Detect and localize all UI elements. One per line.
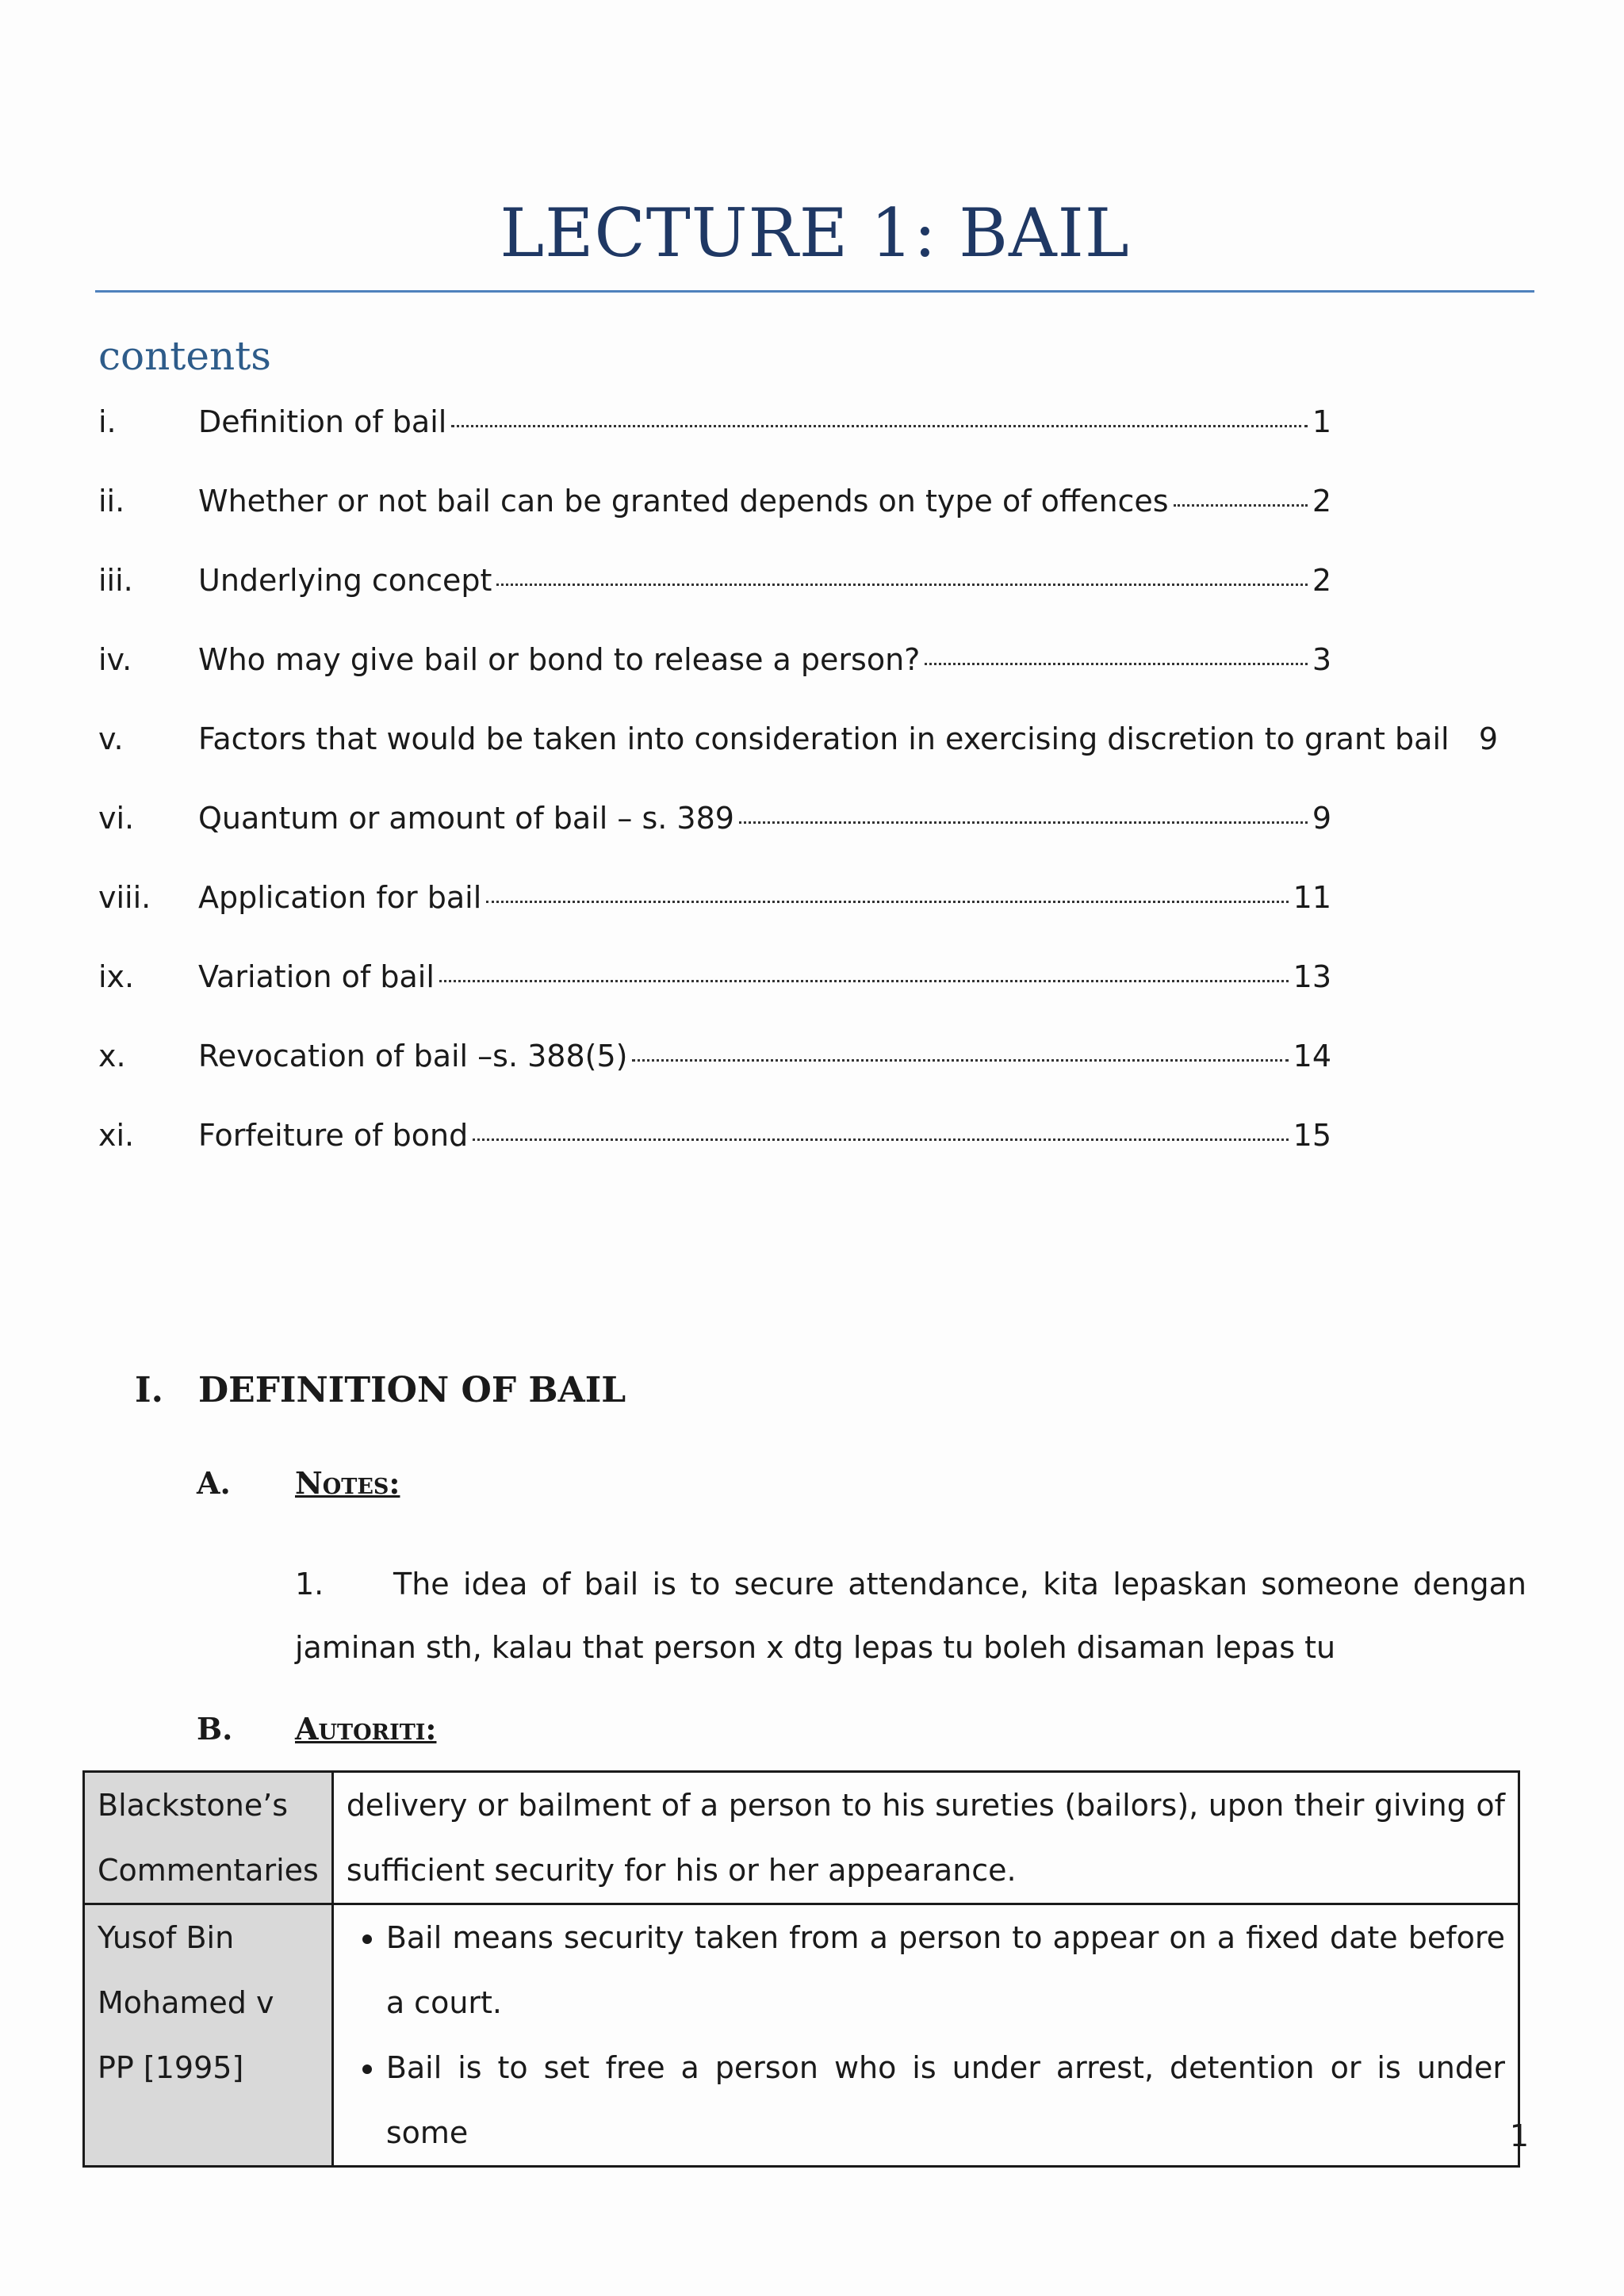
- toc-entry-text: Revocation of bail –s. 388(5): [198, 1039, 628, 1073]
- toc-entry-number: iv.: [98, 642, 132, 677]
- toc-leader-dots: [925, 663, 1307, 665]
- toc-leader-dots: [739, 821, 1308, 824]
- toc-entry[interactable]: [98, 404, 1331, 452]
- autoriti-label: Autoriti:: [295, 1711, 437, 1747]
- toc-entry-text: Factors that would be taken into consideration in exercising discretion to grant bail: [198, 721, 1450, 756]
- authority-bullet: • Bail is to set free a person who is under arrest, detention or is under some: [386, 2035, 1505, 2165]
- toc-entry-number: ii.: [98, 484, 125, 519]
- toc-entry-text: Underlying concept: [198, 563, 492, 598]
- notes-label: Notes:: [295, 1465, 400, 1501]
- toc-entry-number: ix.: [98, 959, 135, 994]
- title-rule: [95, 290, 1534, 293]
- contents-heading: contents: [98, 333, 271, 379]
- toc-leader-dots: [496, 584, 1307, 586]
- toc-entry-text: Variation of bail: [198, 959, 435, 994]
- authority-bullets: [332, 1904, 1519, 2167]
- toc-leader-dots: [473, 1138, 1288, 1141]
- note-text: The idea of bail is to secure attendance, kita lepaskan someone dengan jaminan sth, kalau that person x dtg lepas tu boleh disaman lepas tu: [295, 1567, 1526, 1665]
- notes-number: A.: [197, 1465, 231, 1501]
- note-number: 1.: [295, 1567, 324, 1601]
- toc-entry-number: vi.: [98, 801, 135, 836]
- toc-entry-page: 2: [1312, 484, 1331, 519]
- toc-entry-page: 2: [1312, 563, 1331, 598]
- autoriti-heading: [197, 1711, 436, 1747]
- toc-entry-number: iii.: [98, 563, 133, 598]
- toc-entry-text: Who may give bail or bond to release a person?: [198, 642, 921, 677]
- toc-entry-text: Application for bail: [198, 880, 482, 915]
- notes-heading: [197, 1465, 400, 1501]
- toc-entry-page: 9: [1478, 721, 1498, 756]
- toc-entry-text: Definition of bail: [198, 404, 447, 439]
- toc-entry-number: i.: [98, 404, 117, 439]
- autoriti-number: B.: [197, 1711, 233, 1747]
- authority-source: Blackstone’s Commentaries: [84, 1772, 333, 1904]
- table-row: [84, 1904, 1519, 2167]
- toc-entry[interactable]: [98, 563, 1331, 610]
- section-title: DEFINITION OF BAIL: [198, 1370, 626, 1410]
- document-title: LECTURE 1: BAIL: [500, 194, 1130, 272]
- section-number: I.: [135, 1370, 163, 1410]
- toc-entry-page: 14: [1293, 1039, 1331, 1073]
- toc-entry-page: 11: [1293, 880, 1331, 915]
- authority-text: delivery or bailment of a person to his sureties (bailors), upon their giving of sufficient security for his or her appearance.: [332, 1772, 1519, 1904]
- toc-entry[interactable]: [98, 959, 1331, 1007]
- authority-bullet: • Bail means security taken from a person to appear on a fixed date before a court.: [386, 1905, 1505, 2035]
- note-paragraph: [295, 1552, 1526, 1679]
- toc-entry-page: 3: [1312, 642, 1331, 677]
- toc-entry-text: Forfeiture of bond: [198, 1118, 469, 1153]
- toc-entry-page: 15: [1293, 1118, 1331, 1153]
- authorities-table: [82, 1770, 1520, 2168]
- toc-leader-dots: [439, 980, 1289, 982]
- toc-entry-page: 1: [1312, 404, 1331, 439]
- toc-entry[interactable]: [98, 721, 1498, 769]
- toc-entry-number: xi.: [98, 1118, 135, 1153]
- toc-leader-dots: [632, 1059, 1288, 1062]
- page-number: 1: [1509, 2118, 1529, 2153]
- toc-entry[interactable]: [98, 484, 1331, 531]
- toc-entry[interactable]: [98, 642, 1331, 690]
- table-row: [84, 1772, 1519, 1904]
- toc-leader-dots: [486, 901, 1288, 903]
- toc-entry-number: viii.: [98, 880, 151, 915]
- toc-leader-dots: [451, 425, 1307, 427]
- toc-entry[interactable]: [98, 880, 1331, 928]
- section-heading: [135, 1370, 626, 1410]
- toc-entry[interactable]: [98, 801, 1331, 848]
- toc-entry-page: 9: [1312, 801, 1331, 836]
- authority-source: Yusof Bin Mohamed v PP [1995]: [84, 1904, 333, 2167]
- toc-entry[interactable]: [98, 1118, 1331, 1165]
- toc-entry-text: Whether or not bail can be granted depends on type of offences: [198, 484, 1169, 519]
- toc-entry-text: Quantum or amount of bail – s. 389: [198, 801, 734, 836]
- toc-entry-page: 13: [1293, 959, 1331, 994]
- toc-entry-number: v.: [98, 721, 124, 756]
- toc-entry-number: x.: [98, 1039, 126, 1073]
- toc-entry[interactable]: [98, 1039, 1331, 1086]
- toc-leader-dots: [1174, 504, 1308, 507]
